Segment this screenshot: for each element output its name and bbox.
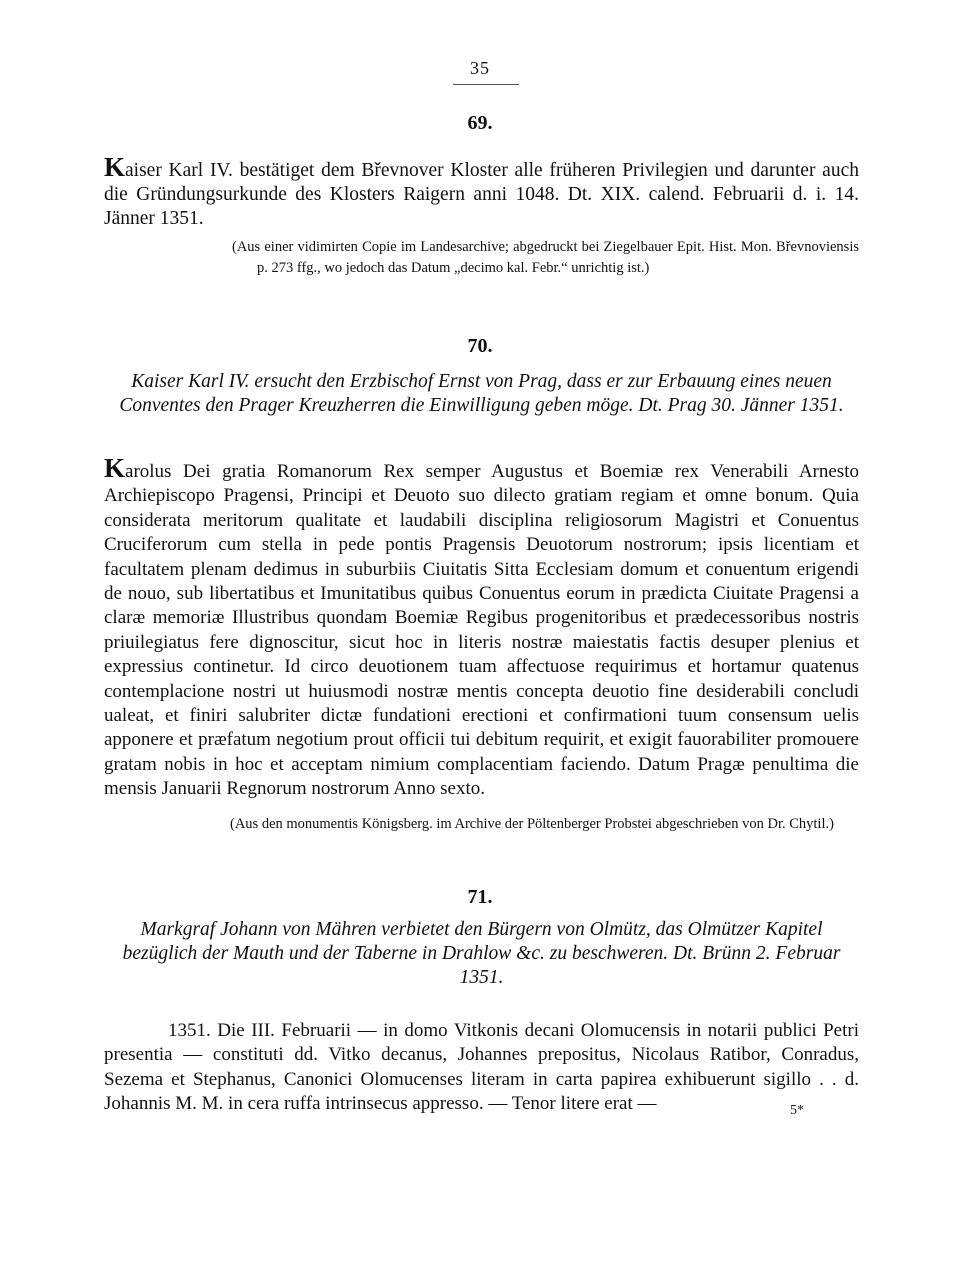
document-69-heading-text: aiser Karl IV. bestätiget dem Břevnover Kloster alle früheren Privilegien und darunter auch die Gründungsurkunde des Klosters Raigern anni 1048. Dt. XIX. calend. Februarii d. i. 14. Jänner 1351. (104, 160, 859, 229)
sheet-signature-mark: 5* (790, 1103, 804, 1118)
document-70-body-text: arolus Dei gratia Romanorum Rex semper Augustus et Boemiæ rex Venerabili Arnesto Archiepiscopo Pragensi, Principi et Deuoto suo dilecto gratiam regiam et omne bonum. Quia considerata meritorum qualitate et laudabili disciplina religiosorum Magistri et Conuentus Cruciferorum cum stella in pede pontis Pragensis Deuotorum nostrorum; ipsis licentiam et facultatem plenam dedimus in suburbiis Ciuitatis Sitta Ecclesiam domum et conuentum erigendi de nouo, sub libertatibus et Imunitatibus quibus Conuentus eorum in prædicta Ciuitate Pragensi a claræ memoriæ Illustribus quondam Boemiæ Regibus progenitoribus et prædecessoribus nostris priuilegiatus fere dignoscitur, sicut hoc in literis nostræ maiestatis factis desuper plenius et expressius continetur. Id circo deuotionem tuam affectuose requirimus et hortamur quatenus contemplacione nostri ut huiusmodi nostræ mentis concepta deuotio fine desiderabili concludi ualeat, et finiri salubriter dictæ fundationi erectioni et confirmationi tuum consensum uelis apponere et præfatum negotium prout officii tui debitum requirit, et exigit fauorabiliter promouere gratam nobis in hoc et acceptam nimium complacentiam faciendo. Datum Pragæ penultima die mensis Januarii Regnorum nostrorum Anno sexto. (104, 461, 859, 800)
document-69-heading (104, 154, 859, 231)
page-number: 35 (470, 58, 490, 78)
document-number-71: 71. (467, 886, 493, 908)
document-71-heading: Markgraf Johann von Mähren verbietet den Bürgern von Olmütz, das Olmützer Kapitel bezüglich der Mauth und der Taberne in Drahlow &c. zu beschweren. Dt. Brünn 2. Februar 1351. (122, 919, 841, 988)
document-70-body (104, 455, 859, 802)
document-number-69: 69. (467, 112, 493, 134)
document-69-heading-dropcap: K (104, 152, 126, 182)
document-70-heading: Kaiser Karl IV. ersucht den Erzbischof Ernst von Prag, dass er zur Erbauung eines neuen Conventes den Prager Kreuzherren die Einwilligung geben möge. Dt. Prag 30. Jänner 1351. (119, 371, 844, 416)
document-70-body-dropcap: K (104, 453, 126, 483)
document-69-source-note: (Aus einer vidimirten Copie im Landesarchive; abgedruckt bei Ziegelbauer Epit. Hist. Mon. Břevnoviensis p. 273 ffg., wo jedoch das Datum „decimo kal. Febr.“ unrichtig ist.) (232, 239, 859, 276)
document-70-source-note: (Aus den monumentis Königsberg. im Archive der Pöltenberger Probstei abgeschrieben von Dr. Chytil.) (230, 816, 834, 832)
document-number-70: 70. (467, 335, 493, 357)
page-number-rule (453, 84, 519, 85)
document-71-body: 1351. Die III. Februarii — in domo Vitkonis decani Olomucensis in notarii publici Petri presentia — constituti dd. Vitko decanus, Johannes prepositus, Nicolaus Ratibor, Conradus, Sezema et Stephanus, Canonici Olomucenses literam in carta papirea exhibuerunt sigillo . . d. Johannis M. M. in cera ruffa intrinsecus appresso. — Tenor litere erat — (104, 1020, 859, 1115)
